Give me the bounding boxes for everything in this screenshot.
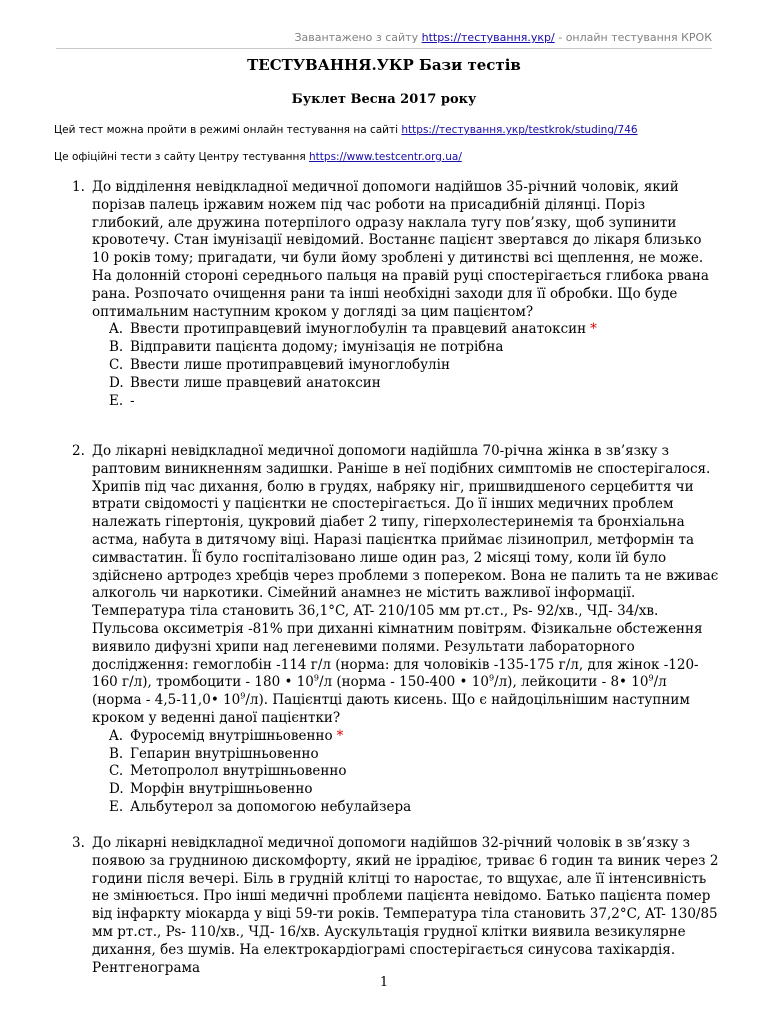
official-source-text: Це офіційні тести з сайту Центру тестування	[54, 151, 306, 163]
option-letter: A.	[109, 727, 124, 744]
question-number: 1.	[72, 179, 85, 195]
answer-option[interactable]	[72, 728, 720, 746]
question-text: До лікарні невідкладної медичної допомоги надійшов 32-річний чоловік в зв’язку з появою за грудниною дискомфорту, який не іррадіює, триває 6 годин та виник через 2 години після вечері. Біль в грудній клітці то наростає, то вщухає, але її інтенсивність не змінюється. Про інші медичні проблеми пацієнта невідомо. Батько пацієнта помер від інфаркту міокарда у віці 59-ти років. Температура тіла становить 37,2°C, AT- 130/85 мм рт.ст., Ps- 110/хв., ЧД- 16/хв. Аускультація грудної клітки виявила везикулярне дихання, без шумів. На електрокардіограмі спостерігається синусова тахікардія. Рентгенограма	[92, 835, 719, 976]
question-3	[72, 835, 720, 977]
option-letter: D.	[109, 781, 124, 798]
page-number: 1	[379, 975, 389, 990]
answer-option[interactable]	[72, 357, 720, 375]
option-text: Ввести лише протиправцевий імуноглобулін	[130, 356, 450, 373]
answer-option[interactable]	[72, 799, 720, 817]
answer-option[interactable]	[72, 746, 720, 764]
option-text: Метопролол внутрішньовенно	[130, 763, 347, 780]
source-link[interactable]: https://тестування.укр/	[421, 31, 555, 44]
online-test-note	[54, 124, 638, 136]
answer-option[interactable]	[72, 375, 720, 393]
question-2	[72, 443, 720, 817]
online-test-link[interactable]: https://тестування.укр/testkrok/studing/746	[401, 124, 638, 136]
option-letter: C.	[109, 763, 124, 780]
header-divider	[56, 48, 712, 49]
correct-answer-mark: *	[590, 321, 597, 338]
question-number: 3.	[72, 835, 85, 851]
answer-options	[72, 728, 720, 817]
option-text: -	[130, 392, 135, 409]
option-letter: B.	[109, 745, 124, 762]
question-text: До відділення невідкладної медичної допомоги надійшов 35-річний чоловік, який порізав палець іржавим ножем під час роботи на присадибній ділянці. Поріз глибокий, але дружина потерпілого одразу наклала тугу пов’язку, щоб зупинити кровотечу. Стан імунізації невідомий. Востаннє пацієнт звертався до лікаря близько 10 років тому; пригадати, чи були йому зроблені у дитинстві всі щеплення, не може. На долонній стороні середнього пальця на правій руці спостерігається глибока рвана рана. Розпочато очищення рани та інші необхідні заходи для її обробки. Що буде оптимальним наступним кроком у догляді за цим пацієнтом?	[92, 179, 709, 320]
source-suffix: - онлайн тестування КРОК	[554, 31, 712, 44]
answer-option[interactable]	[72, 321, 720, 339]
option-letter: E.	[109, 392, 124, 409]
question-stem	[72, 835, 720, 977]
question-number: 2.	[72, 443, 85, 459]
source-note	[294, 31, 712, 44]
question-stem	[72, 179, 720, 321]
option-text: Морфін внутрішньовенно	[130, 781, 313, 798]
source-prefix: Завантажено з сайту	[294, 31, 419, 44]
option-letter: C.	[109, 356, 124, 373]
option-text: Відправити пацієнта додому; імунізація не потрібна	[130, 339, 504, 356]
answer-option[interactable]	[72, 393, 720, 411]
answer-option[interactable]	[72, 781, 720, 799]
question-1	[72, 179, 720, 410]
option-text: Ввести протиправцевий імуноглобулін та правцевий анатоксин *	[130, 321, 597, 338]
page-title: ТЕСТУВАННЯ.УКР Бази тестів	[247, 56, 521, 74]
option-letter: D.	[109, 374, 124, 391]
correct-answer-mark: *	[336, 727, 344, 744]
option-text: Альбутерол за допомогою небулайзера	[130, 798, 412, 815]
option-letter: B.	[109, 339, 124, 356]
option-text: Ввести лише правцевий анатоксин	[130, 374, 381, 391]
option-letter: E.	[109, 798, 124, 815]
official-source-note	[54, 151, 462, 163]
option-text: Гепарин внутрішньовенно	[130, 745, 319, 762]
online-test-text: Цей тест можна пройти в режимі онлайн тестування на сайті	[54, 124, 399, 136]
answer-option[interactable]	[72, 763, 720, 781]
question-text: До лікарні невідкладної медичної допомоги надійшла 70-річна жінка в зв’язку з раптовим виникненням задишки. Раніше в неї подібних симптомів не спостерігалося. Хрипів під час дихання, болю в грудях, набряку ніг, пришвидшеного серцебиття чи втрати свідомості у пацієнтки не спостерігається. До її інших медичних проблем належать гіпертонія, цукровий діабет 2 типу, гіперхолестеринемія та бронхіальна астма, набута в дитячому віці. Наразі пацієнтка приймає лізиноприл, метформін та симвастатин. Її було госпіталізовано лише один раз, 2 місяці тому, коли їй було здійснено артродез хребців через проблеми з попереком. Вона не палить та не вживає алкоголь чи наркотики. Сімейний анамнез не містить важливої інформації. Температура тіла становить 36,1°C, AT- 210/105 мм рт.ст., Ps- 92/хв., ЧД- 34/хв. Пульсова оксиметрія -81% при диханні кімнатним повітрям. Фізикальне обстеження виявило дифузні хрипи над легеневими полями. Результати лабораторного дослідження: гемоглобін -114 г/л (норма: для чоловіків -135-175 г/л, для жінок -120-160 г/л), тромбоцити - 180 • $10^9/л$ (норма - 150-400 • $10^9/л$), лейкоцити - 8• $10^9/л$ (норма - 4,5-11,0• $10^9/л$). Пацієнтці дають кисень. Що є найдоцільнішим наступним кроком у веденні даної пацієнтки?	[92, 443, 719, 726]
answer-options	[72, 321, 720, 410]
option-letter: A.	[109, 321, 124, 338]
official-source-link[interactable]: https://www.testcentr.org.ua/	[309, 151, 462, 163]
option-text: Фуросемід внутрішньовенно *	[130, 727, 344, 744]
question-stem	[72, 443, 720, 728]
page-subtitle: Буклет Весна 2017 року	[291, 92, 477, 107]
answer-option[interactable]	[72, 339, 720, 357]
